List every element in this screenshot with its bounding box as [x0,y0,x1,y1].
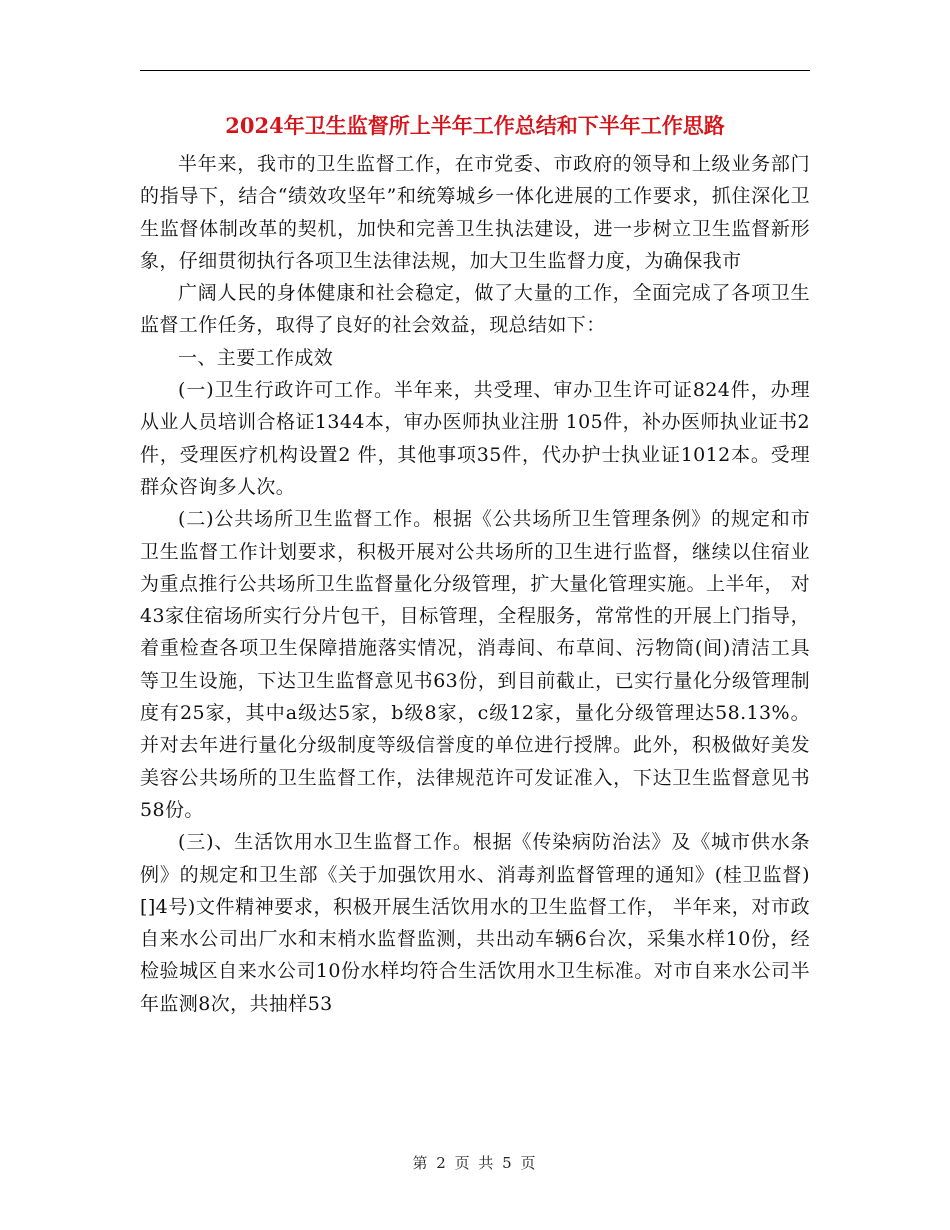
document-body [140,148,810,1020]
paragraph-public-places: (二)公共场所卫生监督工作。根据《公共场所卫生管理条例》的规定和市卫生监督工作计划要求，积极开展对公共场所的卫生进行监督，继续以住宿业为重点推行公共场所卫生监督量化分级管理，扩大量化管理实施。上半年， 对43家住宿场所实行分片包干，目标管理，全程服务，常常性的开展上门指导，着重检查各项卫生保障措施落实情况，消毒间、布草间、污物筒(间)清洁工具等卫生设施，下达卫生监督意见书63份，到目前截止，已实行量化分级管理制度有25家，其中a级达5家，b级8家，c级12家，量化分级管理达58.13%。并对去年进行量化分级制度等级信誉度的单位进行授牌。此外，积极做好美发美容公共场所的卫生监督工作，法律规范许可发证准入，下达卫生监督意见书58份。 [140,508,810,821]
document-title: 2024年卫生监督所上半年工作总结和下半年工作思路 [225,113,725,138]
section-heading-main-results: 一、主要工作成效 [178,346,334,369]
paragraph-intro-continued: 广阔人民的身体健康和社会稳定，做了大量的工作，全面完成了各项卫生监督工作任务，取得了良好的社会效益，现总结如下： [140,282,810,337]
page-number-footer: 第 2 页 共 5 页 [412,1154,538,1172]
paragraph-intro: 半年来，我市的卫生监督工作，在市党委、市政府的领导和上级业务部门的指导下，结合“绩效攻坚年”和统筹城乡一体化进展的工作要求，抓住深化卫生监督体制改革的契机，加快和完善卫生执法建设，进一步树立卫生监督新形象，仔细贯彻执行各项卫生法律法规，加大卫生监督力度，为确保我市 [140,153,810,272]
paragraph-administrative-licensing: (一)卫生行政许可工作。半年来，共受理、审办卫生许可证824件，办理从业人员培训合格证1344本，审办医师执业注册 105件，补办医师执业证书2件，受理医疗机构设置2 件，其他事项35件，代办护士执业证1012本。受理群众咨询多人次。 [140,379,810,498]
paragraph-drinking-water: (三)、生活饮用水卫生监督工作。根据《传染病防治法》及《城市供水条例》的规定和卫生部《关于加强饮用水、消毒剂监督管理的通知》(桂卫监督)[]4号)文件精神要求，积极开展生活饮用水的卫生监督工作， 半年来，对市政自来水公司出厂水和末梢水监督监测，共出动车辆6台次，采集水样10份，经检验城区自来水公司10份水样均符合生活饮用水卫生标准。对市自来水公司半年监测8次，共抽样53 [140,831,810,1015]
header-rule [140,70,810,71]
